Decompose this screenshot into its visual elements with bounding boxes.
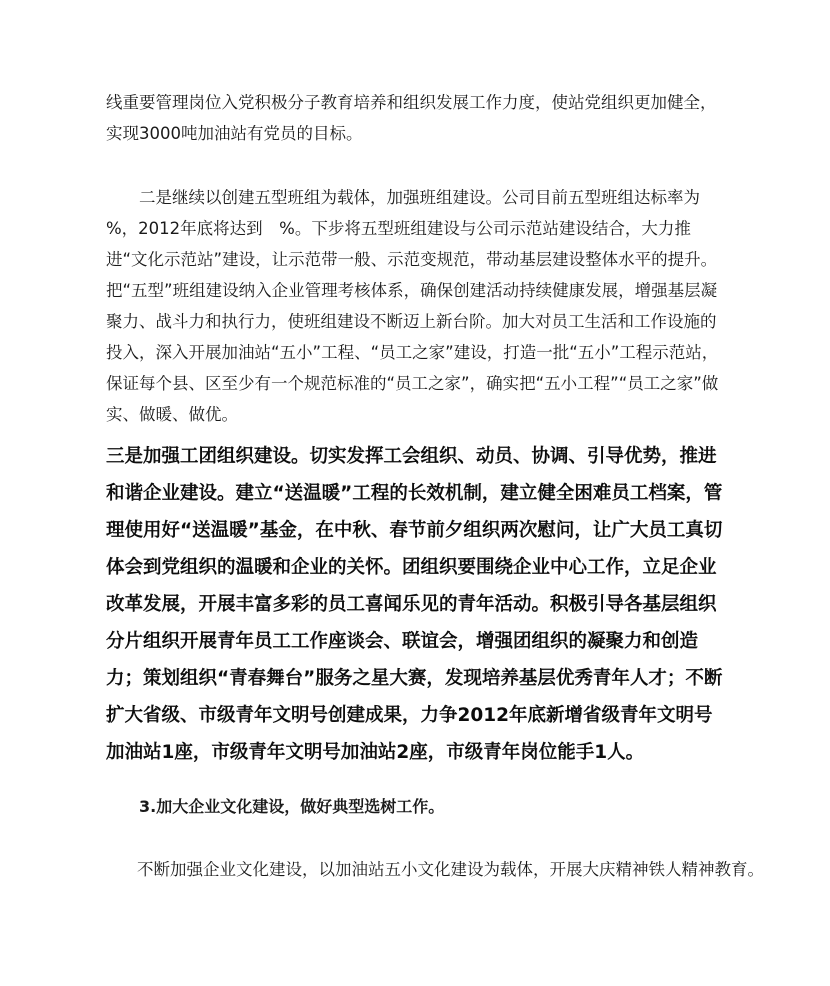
section-heading-corporate-culture: 3.加大企业文化建设，做好典型选树工作。 bbox=[139, 797, 445, 816]
paragraph-party-organization: 线重要管理岗位入党积极分子教育培养和组织发展工作力度，使站党组织更加健全，实现3000吨加油站有党员的目标。 bbox=[106, 93, 717, 143]
paragraph-union-league: 三是加强工团组织建设。切实发挥工会组织、动员、协调、引导优势，推进和谐企业建设。建立“送温暖”工程的长效机制，建立健全困难员工档案，管理使用好“送温暖”基金，在中秋、春节前夕组织两次慰问，让广大员工真切体会到党组织的温暖和企业的关怀。团组织要围绕企业中心工作，立足企业改革发展，开展丰富多彩的员工喜闻乐见的青年活动。积极引导各基层组织分片组织开展青年员工工作座谈会、联谊会，增强团组织的凝聚力和创造力；策划组织“青春舞台”服务之星大赛，发现培养基层优秀青年人才；不断扩大省级、市级青年文明号创建成果，力争2012年底新增省级青年文明号加油站1座，市级青年文明号加油站2座，市级青年岗位能手1人。 bbox=[106, 446, 723, 763]
paragraph-corporate-culture: 不断加强企业文化建设，以加油站五小文化建设为载体，开展大庆精神铁人精神教育。 bbox=[137, 860, 764, 879]
paragraph-team-building: 二是继续以创建五型班组为载体，加强班组建设。公司目前五型班组达标率为 %，2012年底将达到 %。下步将五型班组建设与公司示范站建设结合，大力推进“文化示范站”建设，让示范带一般、示范变规范，带动基层建设整体水平的提升。把“五型”班组建设纳入企业管理考核体系，确保创建活动持续健康发展，增强基层凝聚力、战斗力和执行力，使班组建设不断迈上新台阶。加大对员工生活和工作设施的投入，深入开展加油站“五小”工程、“员工之家”建设，打造一批“五小”工程示范站，保证每个县、区至少有一个规范标准的“员工之家”，确实把“五小工程”“员工之家”做实、做暖、做优。 bbox=[106, 188, 719, 424]
watermark: ㅤ bbox=[283, 403, 409, 534]
